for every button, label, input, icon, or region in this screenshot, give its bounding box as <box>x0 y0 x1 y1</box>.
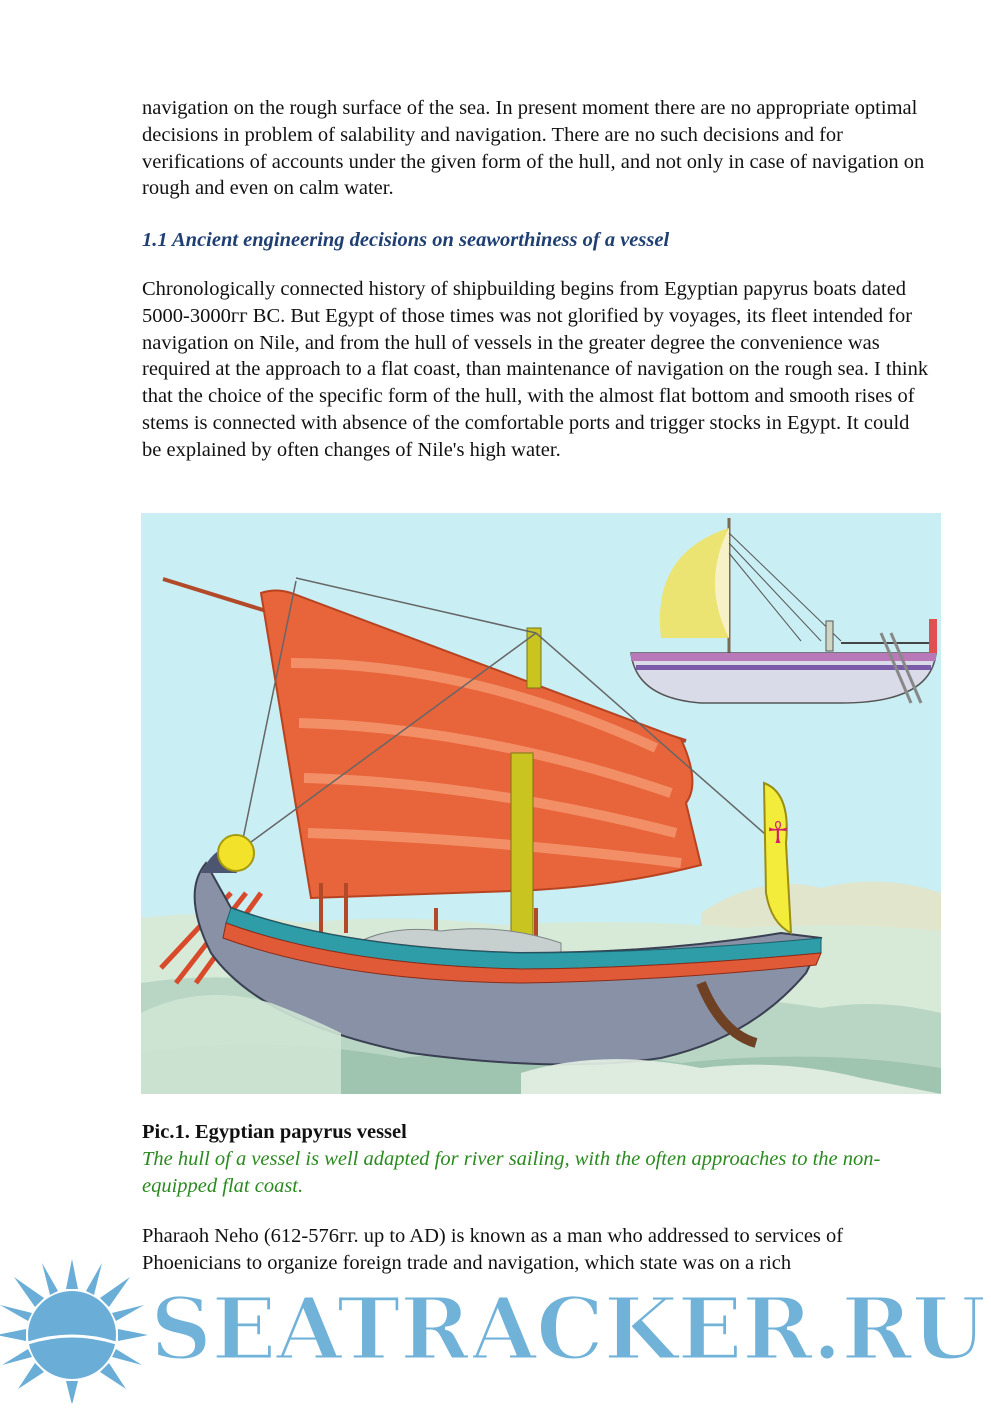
figure-caption-title: Pic.1. Egyptian papyrus vessel <box>142 1121 407 1143</box>
watermark-text: SEATRACKER.RU <box>150 1279 986 1380</box>
ankh-symbol: ☥ <box>766 816 790 851</box>
intro-paragraph: navigation on the rough surface of the sea. In present moment there are no appropriate optimal decisions in problem of salability and navigation. There are no such decisions and for verifications of accounts under the given form of the hull, and not only in case of navigation on rough and even on calm water. <box>142 97 925 200</box>
history-paragraph: Chronologically connected history of shipbuilding begins from Egyptian papyrus boats dated 5000-3000гг BC. But Egypt of those times was not glorified by voyages, its fleet intended for navigation on Nile, and from the hull of vessels in the greater degree the convenience was required at the approach to a flat coast, than maintenance of navigation on the rough sea. I think that the choice of the specific form of the hull, with the almost flat bottom and smooth rises of stems is connected with absence of the comfortable ports and trigger stocks in Egypt. It could be explained by often changes of Nile's high water. <box>142 278 929 461</box>
pharaoh-paragraph: Pharaoh Neho (612-576гг. up to AD) is known as a man who addressed to services of Phoenicians to organize foreign trade and navigation, which state was on a rich <box>142 1225 844 1274</box>
figure-caption-note: The hull of a vessel is well adapted for river sailing, with the often approaches to the non-equipped flat coast. <box>142 1148 881 1197</box>
section-heading: 1.1 Ancient engineering decisions on seaworthiness of a vessel <box>142 229 670 251</box>
egyptian-ship-illustration <box>141 513 941 1094</box>
